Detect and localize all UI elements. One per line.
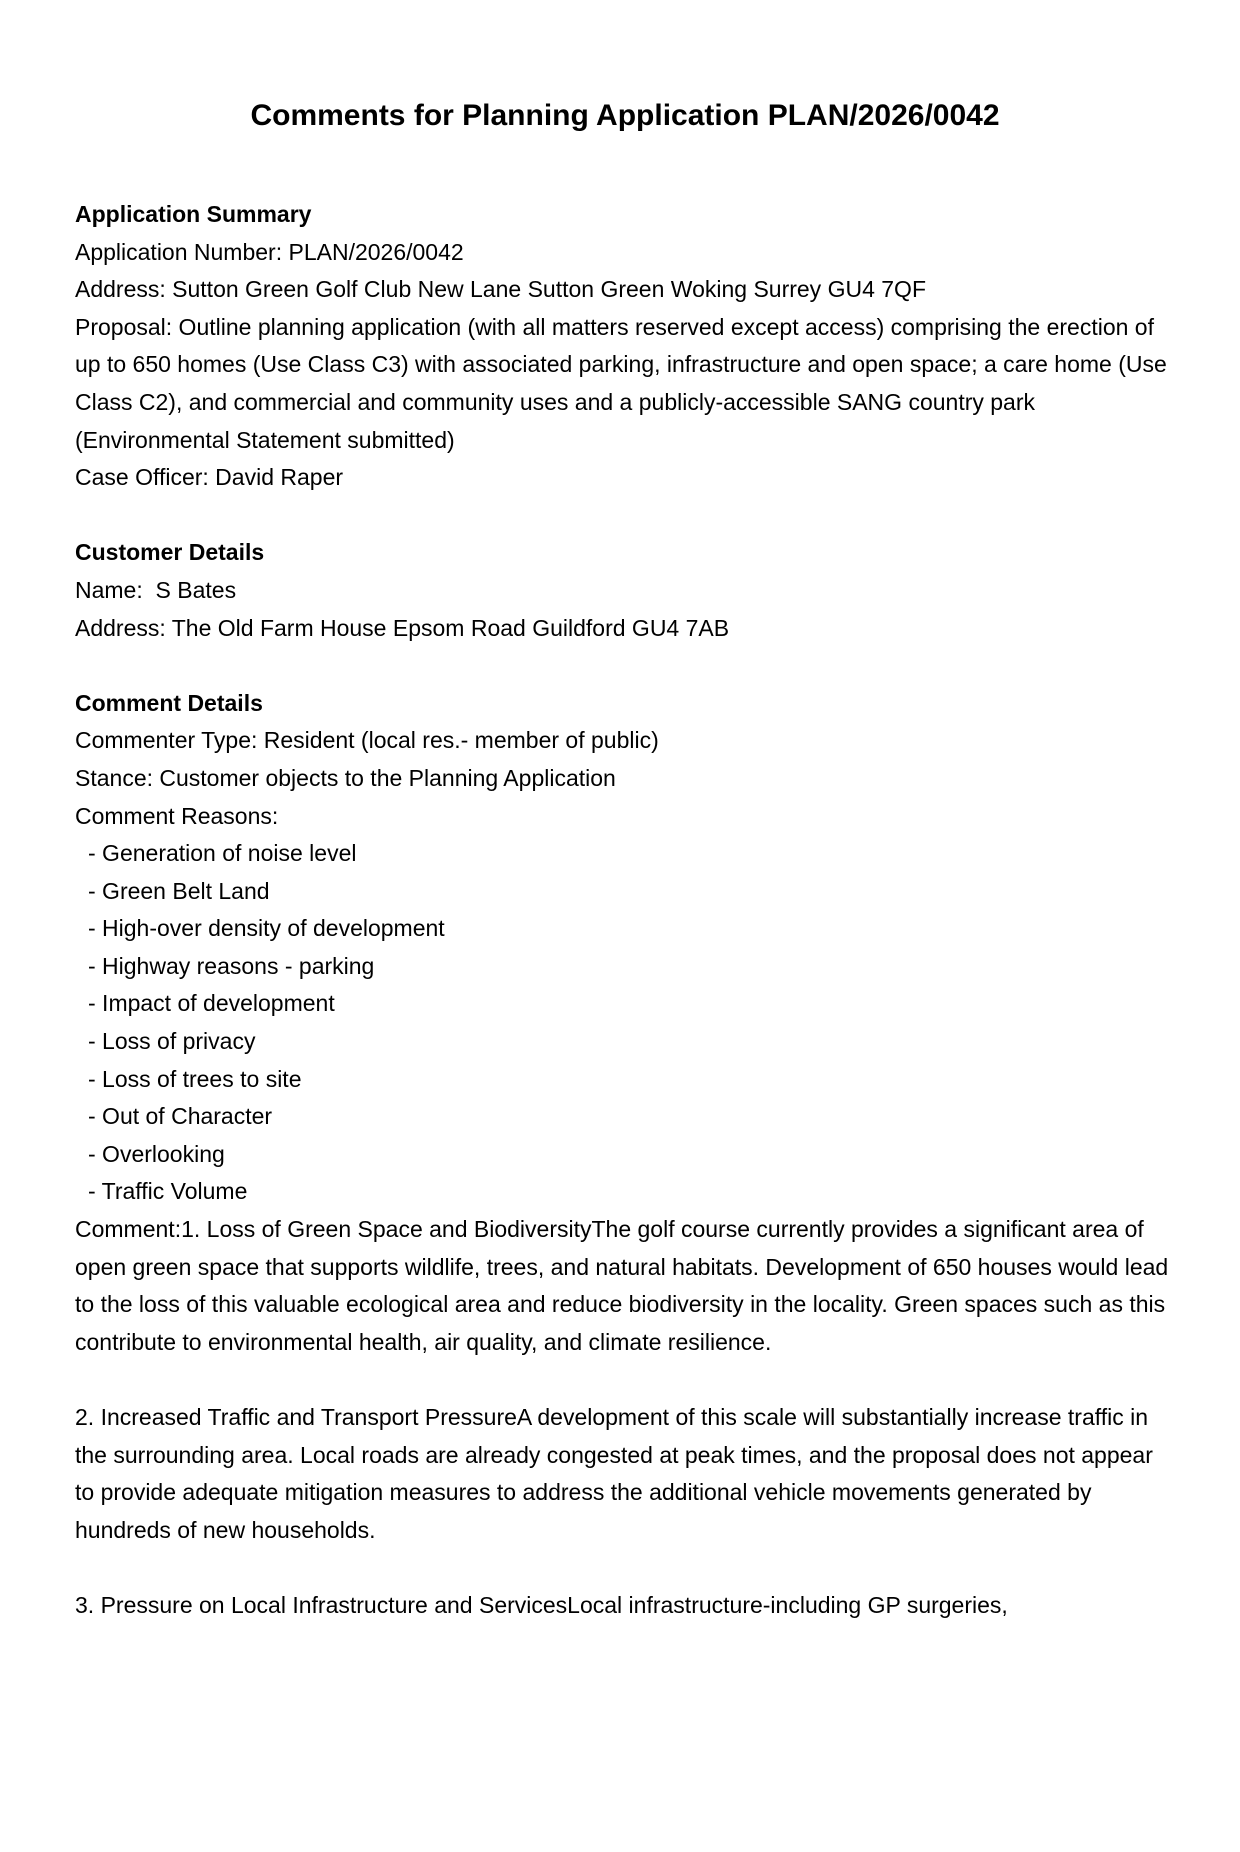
comment-reason-item: - Out of Character [88,1103,273,1130]
commenter-type: Commenter Type: Resident (local res.- member of public) [75,727,659,754]
case-officer: Case Officer: David Raper [75,464,344,491]
customer-details-section [75,534,1175,647]
stance: Stance: Customer objects to the Planning Application [75,764,616,791]
customer-address: Address: The Old Farm House Epsom Road Guildford GU4 7AB [75,614,730,641]
application-summary-section [75,196,1175,497]
application-proposal: Proposal: Outline planning application (with all matters reserved except access) comprising the erection of up to 650 homes (Use Class C3) with associated parking, infrastructure and open space; a care home (Use Class C2), and commercial and community uses and a publicly-accessible SANG country park (Environmental Statement submitted) [75,313,1174,453]
application-summary-heading: Application Summary [75,201,312,227]
comment-paragraph: 2. Increased Traffic and Transport PressureA development of this scale will substantially increase traffic in the surrounding area. Local roads are already congested at peak times, and the proposal does not appear to provide adequate mitigation measures to address the additional vehicle movements generated by hundreds of new households. [75,1404,1160,1543]
page-title: Comments for Planning Application PLAN/2026/0042 [250,99,1000,132]
comment-reasons-list [75,835,1175,1211]
comment-reason-item: - Highway reasons - parking [88,952,375,979]
comment-reason-item: - Impact of development [88,990,335,1017]
comment-reason-item: - Loss of privacy [88,1028,256,1055]
application-number: Application Number: PLAN/2026/0042 [75,238,464,265]
comment-paragraph: Comment:1. Loss of Green Space and BiodiversityThe golf course currently provides a significant area of open green space that supports wildlife, trees, and natural habitats. Development of 650 houses would lead to the loss of this valuable ecological area and reduce biodiversity in the locality. Green spaces such as this contribute to environmental health, air quality, and climate resilience. [75,1216,1175,1355]
comment-details-section [75,685,1175,1625]
comment-details-heading: Comment Details [75,689,263,716]
comment-reason-item: - Generation of noise level [88,840,357,867]
comment-reason-item: - Traffic Volume [88,1178,248,1205]
comment-reason-item: - Loss of trees to site [88,1065,302,1092]
customer-details-heading: Customer Details [75,539,265,566]
comment-reason-item: - High-over density of development [88,915,445,942]
comment-reason-item: - Green Belt Land [88,877,270,904]
comment-reason-item: - Overlooking [88,1140,225,1167]
comment-reasons-label: Comment Reasons: [75,802,279,829]
comment-paragraph: 3. Pressure on Local Infrastructure and ServicesLocal infrastructure-including GP surgeries, [75,1591,1008,1618]
document-page [0,97,1240,1852]
customer-name: Name: S Bates [75,576,237,603]
application-address: Address: Sutton Green Golf Club New Lane Sutton Green Woking Surrey GU4 7QF [75,276,926,303]
